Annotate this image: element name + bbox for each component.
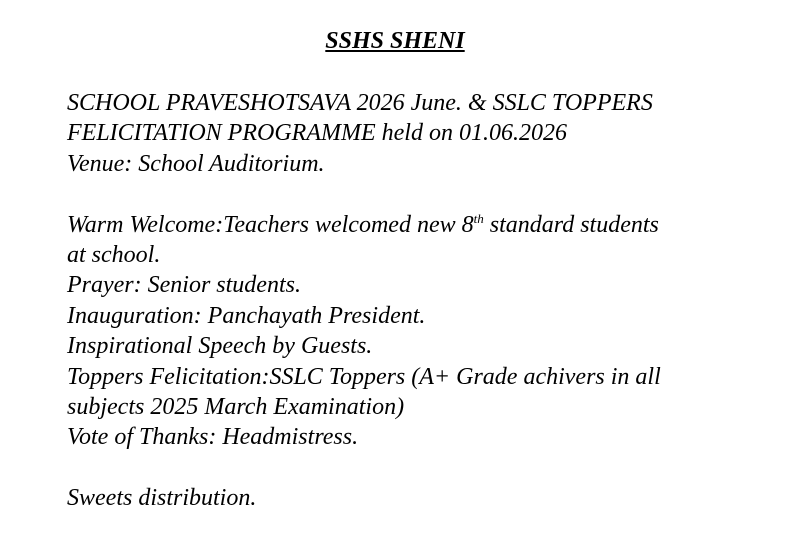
inauguration-line: Inauguration: Panchayath President. — [67, 302, 426, 329]
paragraph-gap — [67, 179, 747, 209]
closing-line: Sweets distribution. — [67, 485, 257, 512]
document-body — [67, 88, 747, 514]
welcome-text-b: standard students — [483, 211, 659, 238]
document-title: SSHS SHENI — [325, 28, 465, 54]
welcome-text-a: Warm Welcome:Teachers welcomed new 8 — [67, 211, 474, 238]
paragraph-gap — [67, 453, 747, 483]
welcome-superscript: th — [473, 210, 484, 226]
welcome-line — [67, 210, 747, 240]
prayer-line: Prayer: Senior students. — [67, 272, 301, 299]
speech-line: Inspirational Speech by Guests. — [67, 333, 373, 360]
thanks-line: Vote of Thanks: Headmistress. — [67, 424, 359, 451]
venue-line: Venue: School Auditorium. — [67, 150, 325, 177]
intro-line-1: SCHOOL PRAVESHOTSAVA 2026 June. & SSLC TOPPERS — [67, 90, 653, 116]
toppers-line-2: subjects 2025 March Examination) — [67, 394, 405, 421]
toppers-line: Toppers Felicitation:SSLC Toppers (A+ Grade achivers in all — [67, 363, 661, 390]
intro-line-2: FELICITATION PROGRAMME held on 01.06.2026 — [67, 120, 567, 147]
welcome-line-2: at school. — [67, 242, 161, 269]
